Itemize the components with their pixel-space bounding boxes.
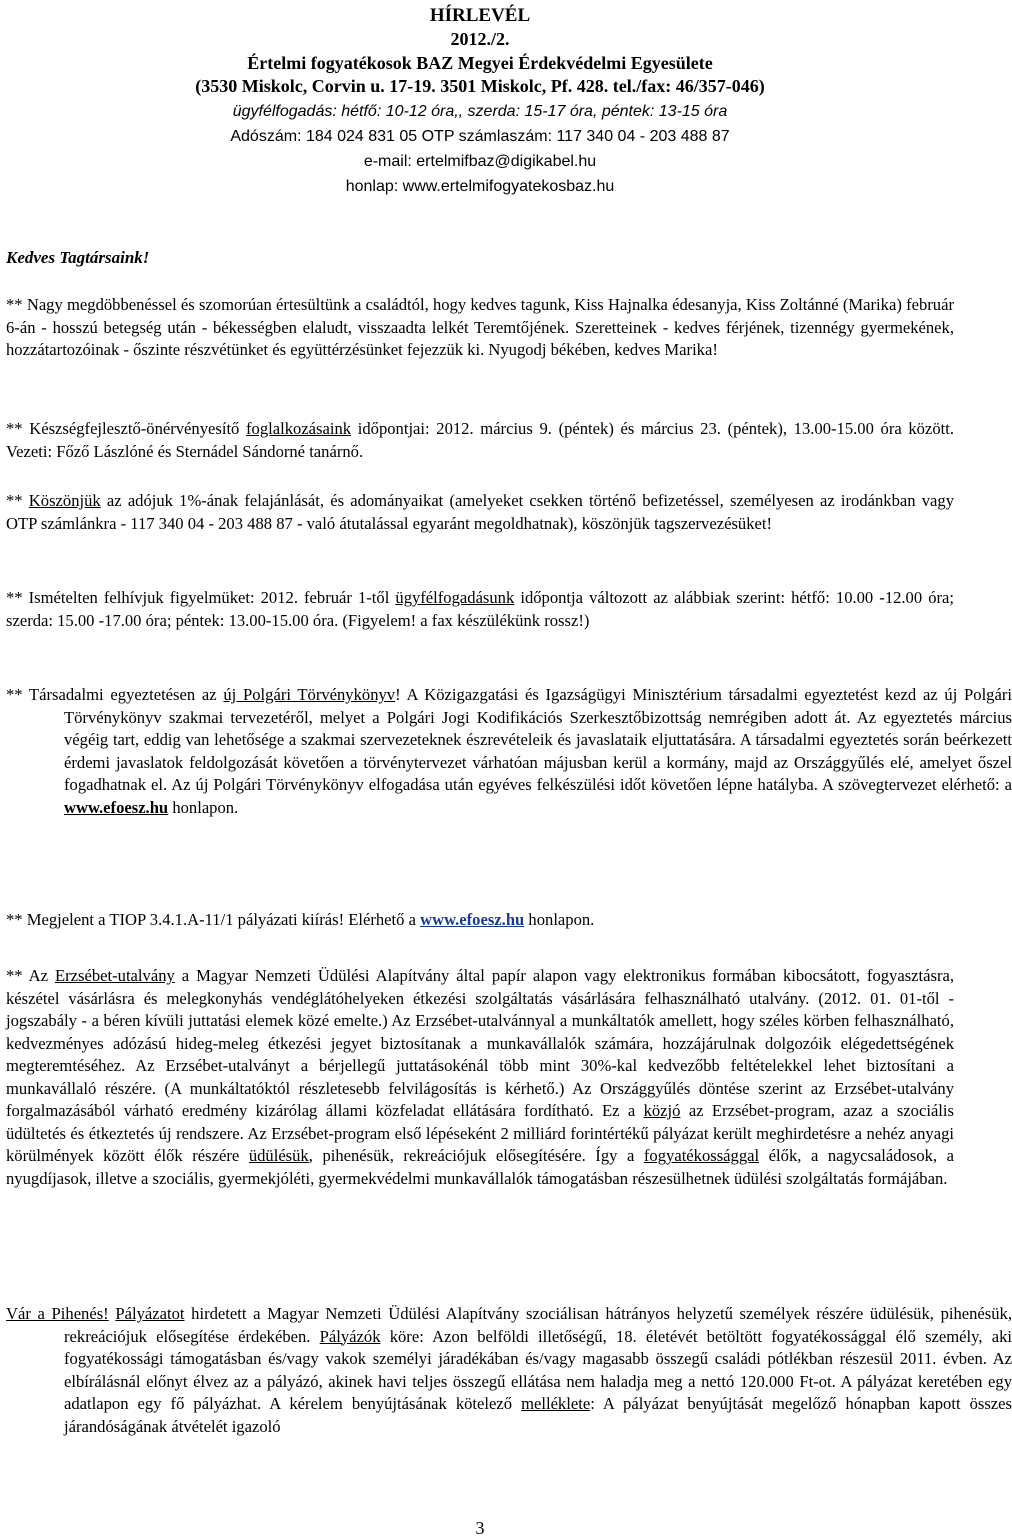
organization-address: (3530 Miskolc, Corvin u. 17-19. 3501 Miskolc, Pf. 428. tel./fax: 46/357-046): [195, 76, 765, 96]
text-span: élők, a nagycsaládosok, a nyugdíjasok, illetve a szociális, gyermekjóléti, gyermekvédelmi munkavállalók támogatásban részesülhetnek üdülési szolgáltatás formájában.: [6, 1146, 954, 1188]
text-span: ** Készségfejlesztő-önérvényesítő: [6, 419, 247, 438]
paragraph-application: [6, 1303, 1012, 1438]
email-address: e-mail: ertelmifbaz@digikabel.hu: [363, 153, 597, 170]
website-address: honlap: www.ertelmifogyatekosbaz.hu: [345, 178, 615, 195]
underlined-text: Pályázók: [319, 1326, 381, 1346]
underlined-text: Köszönjük: [28, 491, 101, 510]
underlined-text: foglalkozásaink: [246, 419, 352, 438]
text-span: időpontja változott az alábbiak szerint: hétfő: 10.00 -12.00 óra; szerda: 15.00 -17.00 óra; péntek: 13.00-15.00 óra. (Figyelem! a fax készülékünk rossz!): [6, 588, 955, 630]
underlined-text: új Polgári Törvénykönyv: [223, 685, 396, 704]
text-span: **: [6, 491, 29, 510]
underlined-text: Pályázatot: [115, 1304, 185, 1323]
text-span: hirdetett a Magyar Nemzeti Üdülési Alapítvány szociálisan hátrányos helyzetű személyek részére üdülésük, pihenésük, rekreációjuk elősegítése érdekében.: [64, 1304, 1012, 1346]
tax-and-bank-info: Adószám: 184 024 831 05 OTP számlaszám: 117 340 04 - 203 488 87: [230, 128, 730, 145]
efoesz-link[interactable]: www.efoesz.hu: [420, 910, 525, 929]
paragraph-erzsebet-voucher: [6, 965, 954, 1190]
underlined-text: fogyatékossággal: [643, 1146, 760, 1165]
text-span: honlapon.: [524, 910, 595, 929]
text-span: ** Társadalmi egyeztetésen az: [6, 685, 224, 704]
greeting: Kedves Tagtársaink!: [6, 248, 150, 267]
text-span: ** Megjelent a TIOP 3.4.1.A-11/1 pályázati kiírás! Elérhető a: [6, 910, 421, 929]
text-span: az adójuk 1%-ának felajánlását, és adományaikat (amelyeket csekken történő befizetéssel, személyesen az irodánkban vagy OTP számlánkra - 117 340 04 - 203 488 87 - való átutalással egyaránt megoldhatnak), köszönjük tagszervezésüket!: [6, 491, 954, 533]
paragraph-sessions: [6, 418, 954, 463]
underlined-text: ügyfélfogadásunk: [395, 588, 515, 607]
issue-number: 2012./2.: [450, 29, 510, 49]
underlined-text: Erzsébet-utalvány: [55, 966, 175, 985]
text-span: a Magyar Nemzeti Üdülési Alapítvány által papír alapon vagy elektronikus formában kibocsátott, fogyasztásra, készétel vásárlásra és melegkonyhás vendéglátóhelyeken étkezési szolgáltatás vásárlására felhasználható utalvány. (2012. 01. 01-től - jogszabály - a béren kívüli juttatási elemek közé emelte.) Az Erzsébet-utalvánnyal a munkáltatók amellett, hogy széles körben felhasználható, kedvezményes adózású hideg-meleg étkezési jegyet biztosítanak a munkavállalók számára, hozzájárulnak dolgozóik elégedettségének megteremtéséhez. Az Erzsébet-utalványt a bérjellegű juttatásokénál több mint 30%-kal kedvezőbb feltételekkel lehet biztosítani a munkavállaló részére. (A munkáltatóktól részletesebb felvilágosítás is kérhető.) Az Országgyűlés döntése szerint az Erzsébet-utalvány forgalmazásából várható eredmény kizárólag állami közfeladat ellátására fordítható. Ez a: [6, 966, 954, 1120]
page-number: 3: [475, 1518, 485, 1538]
office-hours: ügyfélfogadás: hétfő: 10-12 óra,, szerda: 15-17 óra, péntek: 13-15 óra: [232, 103, 728, 120]
text-span: ! A Közigazgatási és Igazságügyi Minisztérium társadalmi egyeztetést kezd az új Polgári Törvénykönyv szakmai tervezetéről, melyet a Polgári Jogi Kodifikációs Szerkesztőbizottság nemrégiben adott át. Az egyeztetés március végéig tart, eddig van lehetősége a szakmai szervezeteknek észrevételeik és javaslataik eljuttatására. A társadalmi egyeztetés során beérkezett érdemi javaslatok feldolgozását követően a törvénytervezet várhatóan májusban kerül a kormány, majd az Országgyűlés elé, amelyet őszel fogadhatnak el. Az új Polgári Törvénykönyv elfogadása után egyéves felkészülési időt követően lépne hatályba. A szövegtervezet elérhető: a: [64, 685, 1012, 794]
text-span: honlapon.: [168, 797, 239, 817]
underlined-text: üdülésük: [248, 1146, 309, 1165]
text-span: , pihenésük, rekreációjuk elősegítésére. Így a: [308, 1146, 644, 1165]
efoesz-link[interactable]: www.efoesz.hu: [64, 797, 169, 817]
paragraph-condolence: ** Nagy megdöbbenéssel és szomorúan értesültünk a családtól, hogy kedves tagunk, Kiss Hajnalka édesanyja, Kiss Zoltánné (Marika) február 6-án - hosszú betegség után - békességben elaludt, visszaadta lelkét Teremtőjének. Szeretteinek - kedves férjének, tizennégy gyermekének, hozzátartozóinak - őszinte részvétünket és együttérzésünket fejezzük ki. Nyugodj békében, kedves Marika!: [6, 295, 954, 359]
text-span: köre: Azon belföldi illetőségű, 18. életévét betöltött fogyatékossággal élő személy, aki fogyatékossági támogatásban és/vagy vakok személyi járadékában és/vagy magasabb összegű családi pótlékban részesül 2011. évben. Az elbírálásnál előnyt élvez az a pályázó, akinek havi teljes összegű ellátása nem haladja meg a nettó 120.000 Ft-ot. A pályázat keretében egy adatlapon egy fő pályázhat. A kérelem benyújtásának kötelező: [64, 1326, 1012, 1413]
organization-name: Értelmi fogyatékosok BAZ Megyei Érdekvédelmi Egyesülete: [247, 53, 713, 73]
text-span: időpontjai: 2012. március 9. (péntek) és március 23. (péntek), 13.00-15.00 óra között. Vezeti: Főző Lászlóné és Sternádel Sándorné tanárnő.: [6, 419, 954, 461]
paragraph-thanks: [6, 490, 954, 535]
paragraph-tiop: [6, 909, 954, 932]
paragraph-office-hours-change: [6, 587, 954, 632]
underlined-text: közjó: [643, 1101, 681, 1120]
newsletter-title: HÍRLEVÉL: [429, 5, 531, 26]
underlined-text: Vár a Pihenés!: [6, 1304, 109, 1323]
text-span: az Erzsébet-program, azaz a szociális üdültetés és étkeztetés új rendszere. Az Erzsébet-program első lépéseként 2 milliárd forintértékű pályázat került meghirdetésre a nehéz anyagi körülmények között élők részére: [6, 1101, 954, 1165]
underlined-text: melléklete: [521, 1394, 591, 1413]
paragraph-civil-code: [6, 684, 1012, 819]
text-span: ** Ismételten felhívjuk figyelmüket: 2012. február 1-től: [6, 588, 396, 607]
text-span: : A pályázat benyújtását megelőző hónapban kapott összes járandóságának átvételét igazoló: [64, 1394, 1012, 1436]
text-span: ** Az: [6, 966, 55, 985]
